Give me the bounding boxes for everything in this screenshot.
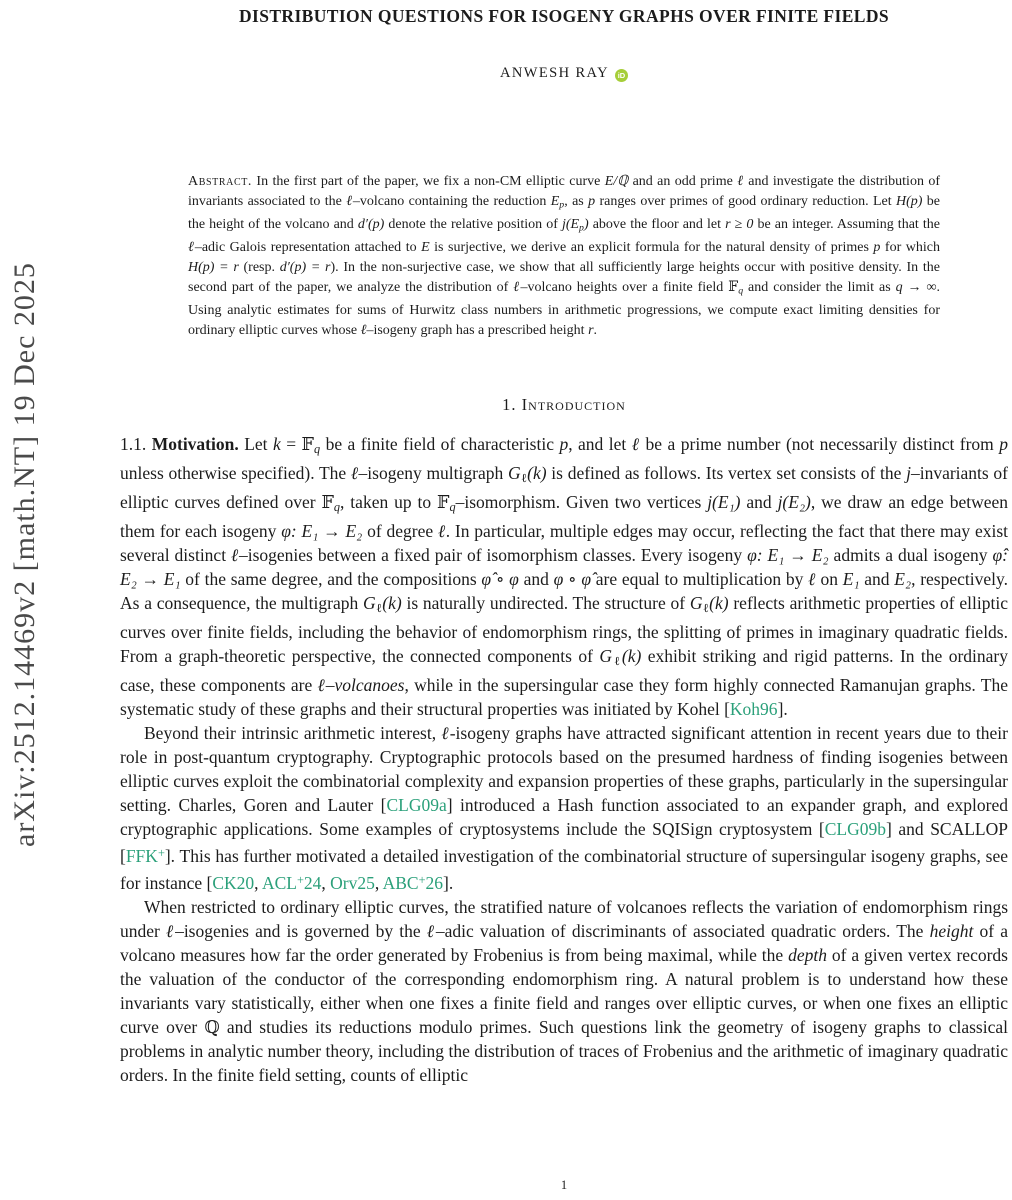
text-run: –volcano containing the reduction [352,193,551,209]
text-run: d′(p) = r [279,260,331,276]
text-run: (k) [621,645,642,666]
text-run: –isogeny multigraph [358,462,508,483]
text-run: –adic Galois representation attached to [194,240,422,256]
paper-content [120,0,1008,1087]
text-run: is naturally undirected. The structure of [401,592,690,613]
text-run: 1.1. [120,433,152,454]
text-run: exhibit striking and rigid patterns. In the ordinary case, these components are [120,645,1008,695]
text-run: j(E [561,217,580,233]
text-run: admits a dual isogeny [828,544,993,565]
text-run: ℚ [204,1016,220,1037]
text-run: φ ∘ φ̂ [553,568,592,589]
author-name: ANWESH RAY [500,65,609,81]
text-run: φ: E₁ → E₂ [747,544,829,565]
text-run: . In particular, multiple edges may occur, reflecting the fact that there may exist several distinct [120,520,1009,565]
text-run: –adic valuation of discriminants of associated quadratic orders. The [435,920,930,941]
citation-link[interactable]: + [418,872,426,887]
text-run: and an odd prime [628,174,738,189]
text-run: G [362,592,376,613]
text-run: ℓ [737,174,744,189]
text-run: q → ∞ [895,279,937,295]
text-run: ]. [777,699,788,719]
text-run: H(p) [895,193,923,209]
text-run: r ≥ 0 [725,217,754,233]
text-run: of the same degree, and the compositions [180,568,482,589]
text-run: ℓ [611,654,622,668]
text-run: ℓ–volcanoes [317,675,405,695]
text-run: q [313,441,321,456]
text-run: G [599,645,612,666]
text-run: is defined as follows. Its vertex set consists of the [546,462,907,483]
text-run: above the floor and let [588,217,726,233]
text-run: q [449,499,456,514]
citation-link[interactable]: Orv25 [330,872,375,893]
text-run: of a volcano measures how far the order generated by Frobenius is from being maximal, while the [120,920,1008,965]
text-run: ). In the non-surjective case, we show that all sufficiently large heights occur with positive density. In the second part of the paper, we analyze the distribution of [188,260,940,295]
section-heading: 1. Introduction [502,394,626,414]
text-run: and [740,491,778,512]
text-run: 𝔽 [437,491,450,512]
text-run: ℓ [350,462,359,483]
text-run: j [906,462,911,483]
text-run: , as [564,193,589,209]
text-run: E₂ [894,568,912,589]
text-run: q [738,285,744,297]
text-run: φ: E₁ → E₂ [281,520,363,541]
citation-link[interactable]: FFK [125,845,158,866]
text-run: E/ℚ [604,174,629,189]
text-run: E [421,240,430,256]
text-run: ]. [443,872,454,893]
text-run: ℓ [808,568,816,589]
text-run: be the height of the volcano and [188,193,940,233]
citation-link[interactable]: ACL [261,872,297,893]
text-run: –isogenies and is governed by the [175,920,427,941]
text-run: E₁ [842,568,860,589]
text-run: p [999,433,1009,454]
text-run: Beyond their intrinsic arithmetic interest, [144,723,442,743]
footer-page-number: 1 [560,1178,568,1192]
text-run: ℓ [360,322,367,338]
text-run: p [559,433,569,454]
text-run: ] and SCALLOP [ [120,819,1008,866]
text-run: unless otherwise specified). The [120,462,351,483]
citation-link[interactable]: + [296,872,304,887]
text-run: (k) [527,462,547,483]
text-run: depth [788,944,827,965]
text-run: –isomorphism. Given two vertices [455,491,708,512]
text-run: . [593,322,598,338]
paragraph-ordinary-curves [120,895,1008,1087]
text-run: –volcano heights over a finite field [520,279,729,295]
text-run: –invariants of elliptic curves defined over [120,462,1009,512]
text-run: and investigate the distribution of invariants associated to the [188,174,940,209]
text-run: In the first part of the paper, we fix a non-CM elliptic curve [252,174,605,189]
citation-link[interactable]: CK20 [212,872,255,893]
text-run: j(E₁) [707,491,741,512]
text-run: ℓ [231,544,239,565]
text-run: d′(p) [357,217,385,233]
text-run: ℓ [520,470,528,485]
text-run: r [588,322,594,338]
text-run: and [518,568,554,589]
text-run: and consider the limit as [743,279,896,295]
text-run: = 𝔽 [280,433,314,454]
text-run: p [559,199,565,211]
text-run: ] introduced a Hash function associated to an expander graph, and explored cryptographic applications. Some examples of cryptosystems include the SQISign cryptosystem [ [120,795,1008,839]
text-run: p [579,222,584,234]
text-run: ℓ [702,600,710,615]
text-run: ℓ [426,920,436,941]
text-run: ℓ [188,240,195,256]
text-run: for which [880,240,940,256]
paragraph-motivation [120,432,1008,721]
text-run: on [815,568,843,589]
text-run: ℓ [513,279,521,295]
text-run: , [321,872,331,893]
text-run: ℓ [375,600,383,615]
text-run: , we draw an edge between them for each isogeny [120,491,1008,541]
citation-link[interactable]: ABC [382,872,419,893]
text-run: –isogenies between a fixed pair of isomorphism classes. Every isogeny [238,544,748,565]
text-run: , taken up to [340,491,438,512]
text-run: –isogeny graph has a prescribed height [366,322,589,338]
orcid-icon[interactable]: iD [615,69,628,82]
text-run: ℓ [437,520,446,541]
text-run: q [333,499,341,514]
text-run: ℓ [346,193,353,209]
text-run: k [272,433,281,454]
text-run: is surjective, we derive an explicit formula for the natural density of primes [429,240,874,256]
text-run: and [859,568,895,589]
text-run: height [929,920,974,941]
text-run: ) [583,217,589,233]
text-run: . Using analytic estimates for sums of Hurwitz class numbers in arithmetic progressions, we compute exact limiting densities for ordinary elliptic curves whose [188,279,940,338]
text-run: j(E₂) [777,491,811,512]
text-run: (resp. [238,260,280,276]
text-run: be a prime number (not necessarily distinct from [640,433,1000,454]
text-run: , and let [568,433,632,454]
text-run: φ̂ ∘ φ [481,568,519,589]
text-run: (k) [709,592,729,613]
text-run: -isogeny graphs have attracted significant attention in recent years due to their role in post-quantum cryptography. Cryptographic protocols based on the presumed hardness of finding isogenies between elliptic curves exploit the combinatorial complexity and expansion properties of these graphs, particularly in the supersingular setting. Charles, Goren and Lauter [ [120,723,1008,815]
text-run: 𝔽 [321,491,334,512]
text-run: p [588,193,596,209]
text-run: , while in the supersingular case they form highly connected Ramanujan graphs. The systematic study of these graphs and their structural properties was initiated by Kohel [ [120,675,1008,719]
text-run: ranges over primes of good ordinary reduction. Let [595,193,896,209]
text-run: H(p) = r [188,260,239,276]
abstract-label: Abstract. [188,174,253,189]
text-run: 𝔽 [728,279,739,295]
arxiv-stamp: arXiv:2512.14469v2 [math.NT] 19 Dec 2025 [8,262,41,848]
text-run: p [873,240,881,256]
text-run: and studies its reductions modulo primes. Such questions link the geometry of isogeny graphs to classical problems in analytic number theory, including the distribution of traces of Frobenius and the arithmetic of imaginary quadratic orders. In the finite field setting, counts of elliptic [120,1016,1008,1085]
citation-link[interactable]: CLG09a [386,795,447,815]
text-run: of a given vertex records the valuation of the conductor of the corresponding endomorphism ring. A natural problem is to understand how these invariants vary statistically, either when one fixes a finite field and ranges over elliptic curves, or when one fixes an elliptic curve over [120,944,1008,1037]
citation-link[interactable]: 26 [425,872,444,893]
text-run: are equal to multiplication by [591,568,809,589]
citation-link[interactable]: 24 [303,872,322,893]
text-run: , [374,872,383,893]
text-run: of degree [362,520,438,541]
citation-link[interactable]: + [157,846,165,860]
text-run: G [689,592,703,613]
body-text [120,432,1008,1087]
text-run: reflects arithmetic properties of elliptic curves over finite fields, including the behavior of endomorphism rings, the splitting of primes in imaginary quadratic fields. From a graph-theoretic perspective, the connected components of [120,592,1008,666]
text-run: Motivation. [151,433,239,454]
text-run: ]. This has further motivated a detailed investigation of the combinatorial structure of supersingular isogeny graphs, see for instance [ [120,845,1008,893]
paper-title: DISTRIBUTION QUESTIONS FOR ISOGENY GRAPHS OVER FINITE FIELDS [238,6,890,26]
text-run: φ̂: E₂ → E₁ [120,544,1009,589]
text-run: G [507,462,521,483]
text-run: , respectively. As a consequence, the multigraph [120,568,1008,613]
citation-link[interactable]: CLG09b [824,819,886,839]
text-run: denote the relative position of [384,217,562,233]
text-run: be a finite field of characteristic [320,433,560,454]
author-line [120,65,1008,82]
paragraph-cryptography [120,721,1008,895]
text-run: be an integer. Assuming that the [753,217,940,233]
text-run: ℓ [166,920,176,941]
citation-link[interactable]: Koh96 [729,699,778,719]
text-run: ℓ [441,723,450,743]
text-run: Let [238,433,273,454]
text-run: When restricted to ordinary elliptic curves, the stratified nature of volcanoes reflects the variation of endomorphism rings under [120,896,1008,941]
text-run: (k) [382,592,402,613]
text-run: , [254,872,262,893]
text-run: ℓ [631,433,641,454]
text-run: E [550,193,560,209]
abstract [188,172,940,341]
